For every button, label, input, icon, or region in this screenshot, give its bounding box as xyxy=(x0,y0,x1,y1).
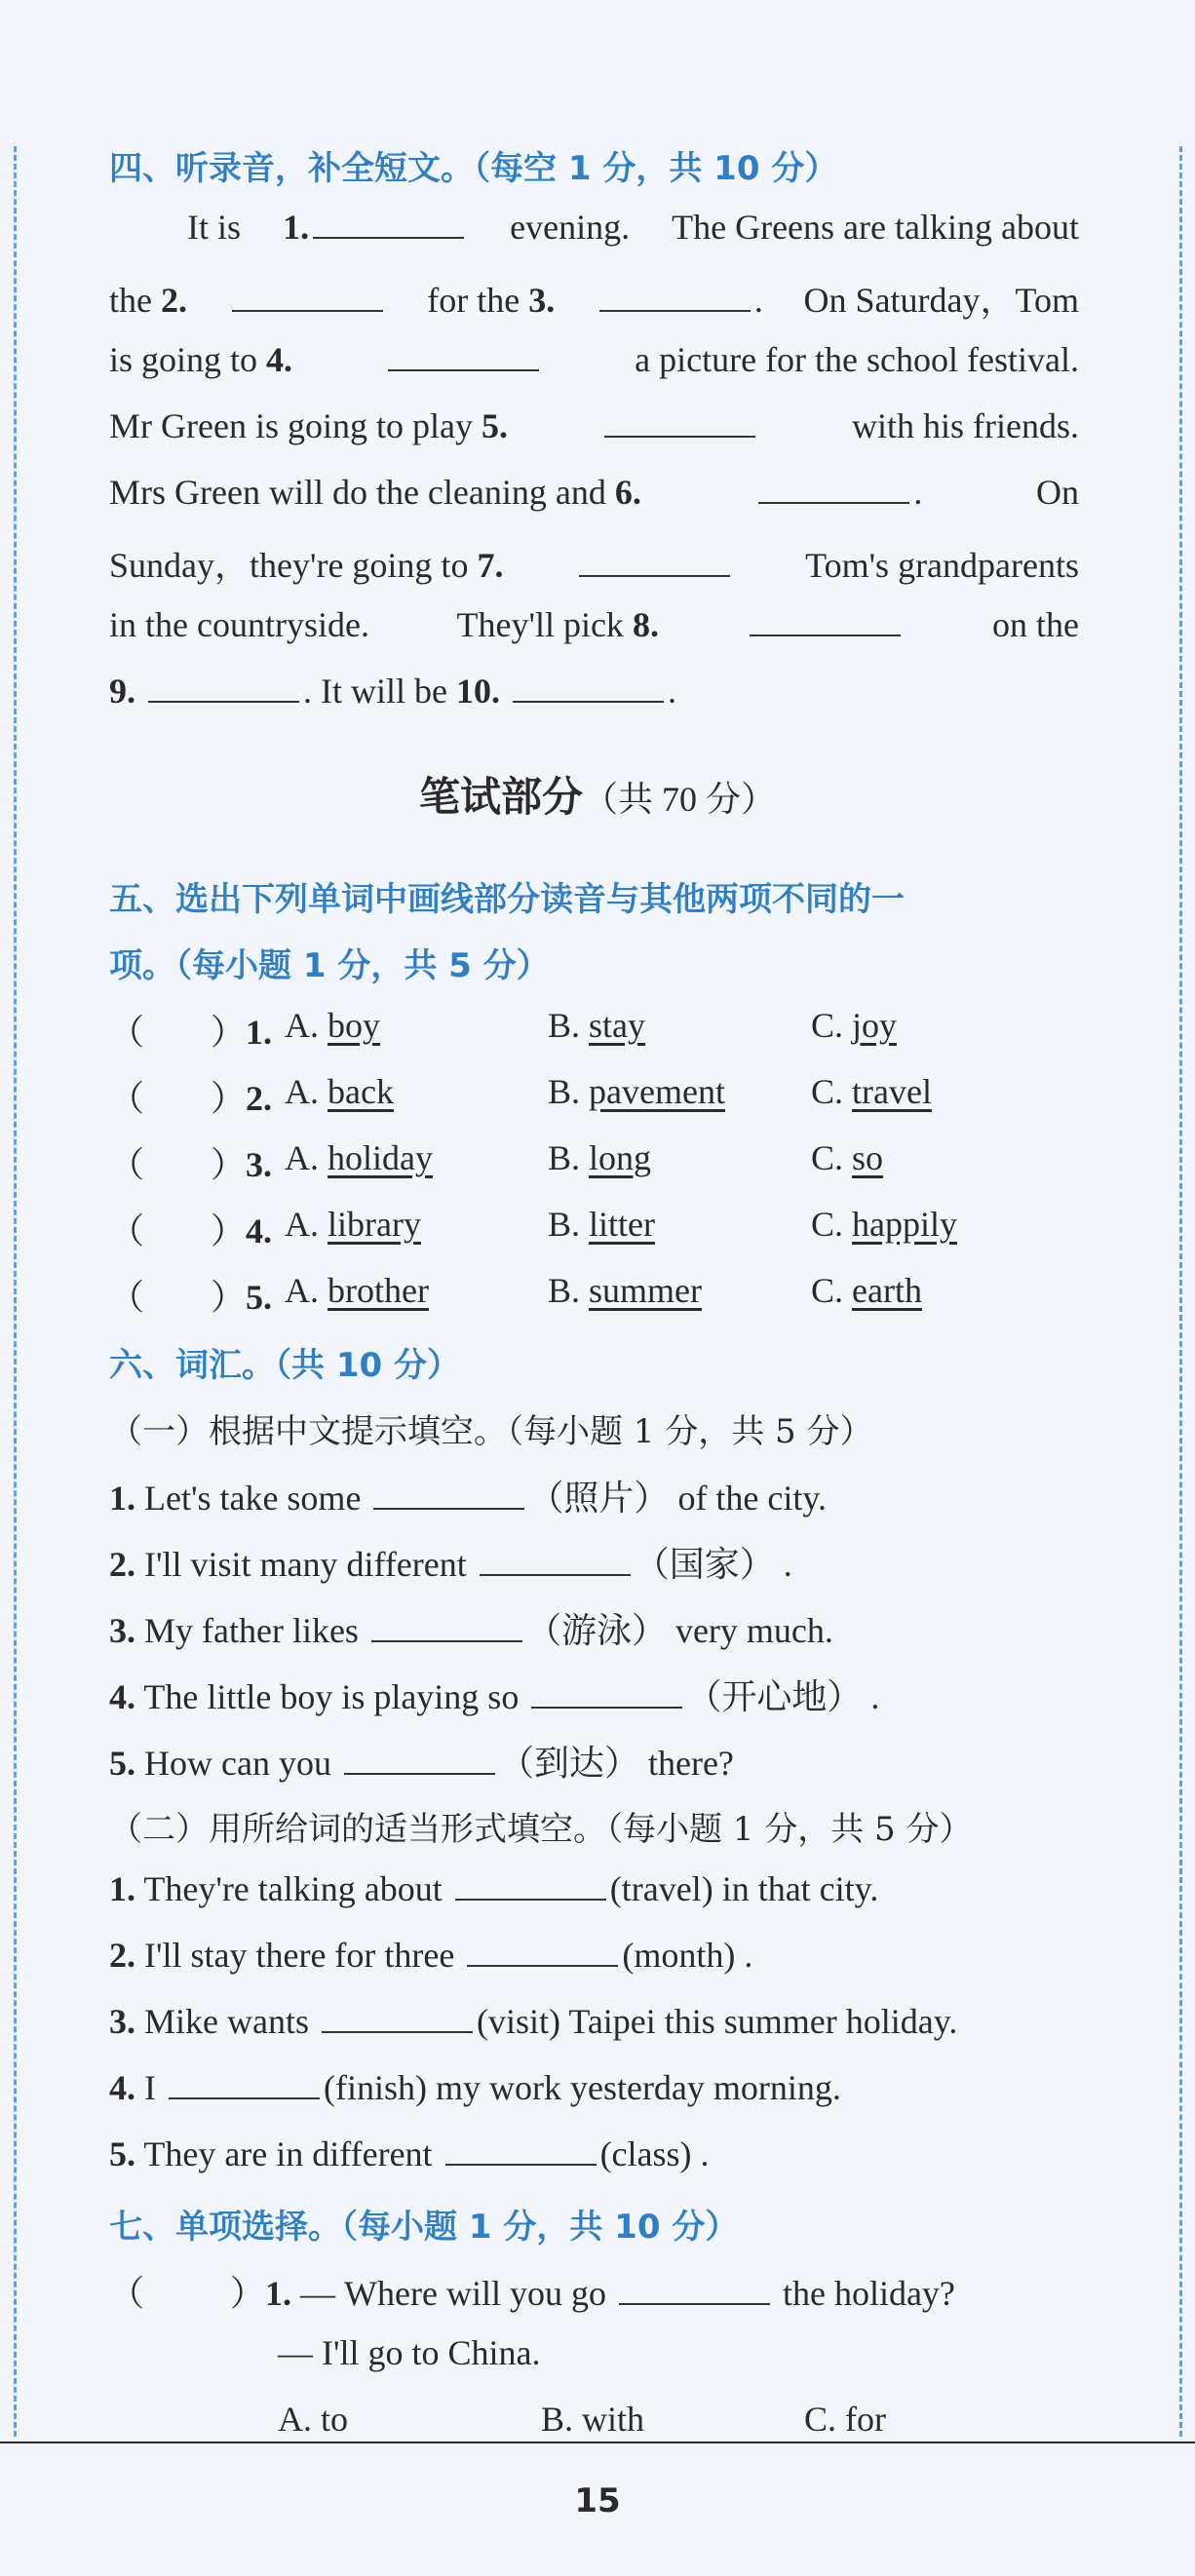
option-c[interactable]: C. so xyxy=(811,1138,884,1177)
blank-4[interactable] xyxy=(388,368,539,371)
passage-line-4: Mr Green is going to play 5. with his friends. xyxy=(109,406,1079,445)
option-a[interactable]: A. library xyxy=(285,1205,421,1244)
section5-title-line1: 五、选出下列单词中画线部分读音与其他两项不同的一 xyxy=(109,880,905,919)
section6-part1-title: （一）根据中文提示填空。（每小题 1 分，共 5 分） xyxy=(109,1412,873,1451)
s7-q1-option-b[interactable]: B. with xyxy=(541,2400,645,2439)
option-c[interactable]: C. joy xyxy=(811,1006,898,1045)
option-b[interactable]: B. stay xyxy=(548,1006,646,1045)
answer-slot[interactable] xyxy=(148,1308,207,1309)
section7-q1-line1: （ ）1. — Where will you go the holiday? xyxy=(109,2274,955,2313)
s7-q1-option-c[interactable]: C. for xyxy=(804,2400,886,2439)
fill-blank[interactable] xyxy=(322,2030,473,2033)
blank-6[interactable] xyxy=(758,501,909,504)
passage-line-7: in the countryside. They'll pick 8. on the xyxy=(109,605,1079,644)
part2-item-1: 1. They're talking about (travel) in that city. xyxy=(109,1869,879,1908)
choice-item-3: （ ）3. A. holiday B. long C. so xyxy=(109,1138,884,1184)
part1-item-5: 5. How can you （到达） there? xyxy=(109,1744,734,1783)
fill-blank[interactable] xyxy=(344,1772,495,1775)
section7-q1-line2: — I'll go to China. xyxy=(278,2333,541,2372)
blank-2[interactable] xyxy=(232,309,383,312)
fill-blank[interactable] xyxy=(371,1639,522,1642)
option-b[interactable]: B. pavement xyxy=(548,1072,725,1111)
part2-item-4: 4. I (finish) my work yesterday morning. xyxy=(109,2068,841,2107)
page-number: 15 xyxy=(574,2481,621,2520)
fill-blank[interactable] xyxy=(445,2163,597,2166)
choice-item-4: （ ）4. A. library B. litter C. happily xyxy=(109,1205,957,1250)
section5-title-line2: 项。（每小题 1 分，共 5 分） xyxy=(109,946,550,985)
choice-item-2: （ ）2. A. back B. pavement C. travel xyxy=(109,1072,932,1118)
passage-line-5: Mrs Green will do the cleaning and 6. . On xyxy=(109,473,1079,512)
choice-item-1: （ ）1. A. boy B. stay C. joy xyxy=(109,1006,898,1052)
part1-item-3: 3. My father likes （游泳） very much. xyxy=(109,1611,833,1650)
footer-rule xyxy=(0,2441,1195,2443)
blank-8[interactable] xyxy=(750,634,901,636)
answer-slot[interactable] xyxy=(148,1043,207,1044)
part1-item-4: 4. The little boy is playing so （开心地） . xyxy=(109,1677,880,1716)
part2-item-2: 2. I'll stay there for three (month) . xyxy=(109,1936,753,1975)
part1-item-2: 2. I'll visit many different （国家） . xyxy=(109,1545,792,1584)
fill-blank[interactable] xyxy=(467,1964,618,1967)
blank-3[interactable] xyxy=(599,309,751,312)
blank-9[interactable] xyxy=(148,700,299,703)
blank-1[interactable] xyxy=(313,236,464,239)
option-a[interactable]: A. holiday xyxy=(285,1138,433,1177)
option-a[interactable]: A. brother xyxy=(285,1271,429,1310)
option-a[interactable]: A. boy xyxy=(285,1006,380,1045)
s7-q1-blank[interactable] xyxy=(619,2302,770,2305)
written-part-title: 笔试部分（共 70 分） xyxy=(418,773,777,821)
s7-q1-option-a[interactable]: A. to xyxy=(278,2400,348,2439)
answer-slot-s7-1[interactable] xyxy=(148,2304,226,2305)
option-c[interactable]: C. travel xyxy=(811,1072,932,1111)
passage-line-8: 9. . It will be 10. . xyxy=(109,672,676,711)
section7-title: 七、单项选择。（每小题 1 分，共 10 分） xyxy=(109,2208,739,2247)
right-dashed-border xyxy=(1179,146,1182,2437)
option-b[interactable]: B. litter xyxy=(548,1205,655,1244)
passage-line-6: Sunday，they're going to 7. Tom's grandparents xyxy=(109,546,1079,585)
passage-line-1: It is 1. evening. The Greens are talking about xyxy=(187,208,1079,247)
part1-item-1: 1. Let's take some （照片） of the city. xyxy=(109,1479,828,1518)
fill-blank[interactable] xyxy=(455,1898,606,1901)
passage-line-2: the 2. for the 3. . On Saturday，Tom xyxy=(109,281,1079,320)
option-b[interactable]: B. long xyxy=(548,1138,652,1177)
blank-10[interactable] xyxy=(513,700,664,703)
answer-slot[interactable] xyxy=(148,1175,207,1176)
blank-5[interactable] xyxy=(604,435,755,438)
fill-blank[interactable] xyxy=(480,1573,631,1576)
option-c[interactable]: C. earth xyxy=(811,1271,922,1310)
fill-blank[interactable] xyxy=(169,2096,320,2099)
option-b[interactable]: B. summer xyxy=(548,1271,702,1310)
answer-slot[interactable] xyxy=(148,1242,207,1243)
blank-7[interactable] xyxy=(579,574,730,577)
passage-line-3: is going to 4. a picture for the school festival. xyxy=(109,340,1079,379)
fill-blank[interactable] xyxy=(531,1706,682,1709)
option-c[interactable]: C. happily xyxy=(811,1205,957,1244)
part2-item-3: 3. Mike wants (visit) Taipei this summer holiday. xyxy=(109,2002,958,2041)
section6-title: 六、词汇。（共 10 分） xyxy=(109,1346,460,1385)
section6-part2-title: （二）用所给词的适当形式填空。（每小题 1 分，共 5 分） xyxy=(109,1810,973,1849)
section4-title: 四、听录音，补全短文。（每空 1 分，共 10 分） xyxy=(109,149,838,188)
part2-item-5: 5. They are in different (class) . xyxy=(109,2134,710,2173)
answer-slot[interactable] xyxy=(148,1109,207,1110)
option-a[interactable]: A. back xyxy=(285,1072,394,1111)
choice-item-5: （ ）5. A. brother B. summer C. earth xyxy=(109,1271,922,1317)
fill-blank[interactable] xyxy=(373,1507,524,1510)
left-dashed-border xyxy=(14,146,17,2437)
